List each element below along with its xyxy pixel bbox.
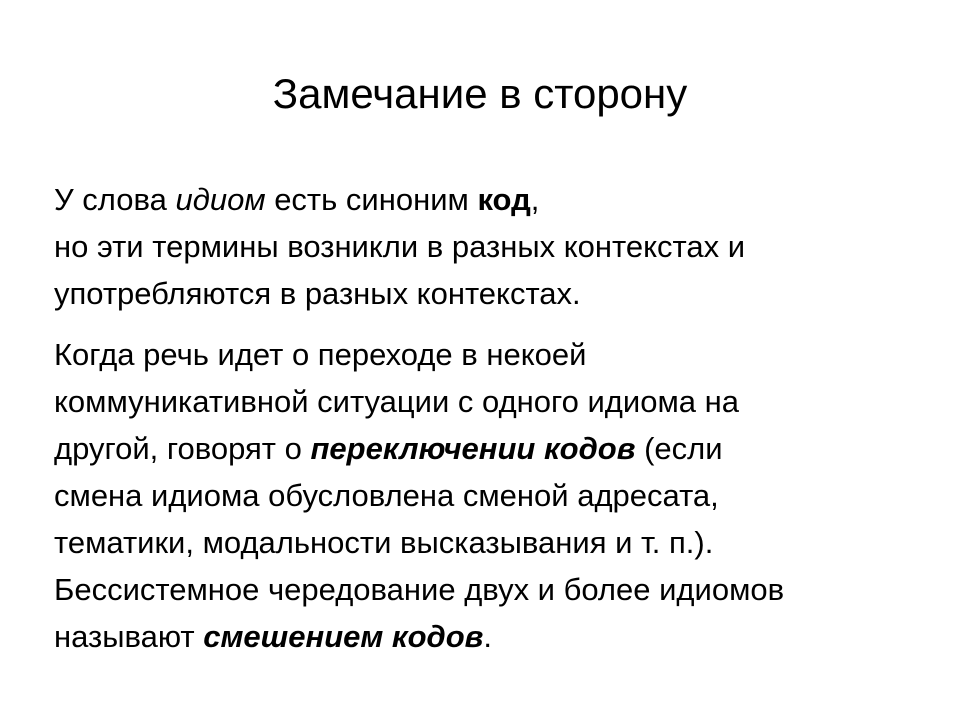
text-run: (если xyxy=(635,431,723,466)
paragraph-synonym xyxy=(54,176,934,317)
text-line: но эти термины возникли в разных контекстах и xyxy=(54,229,746,264)
term-code-switching: переключении кодов xyxy=(310,431,636,466)
text-line: смена идиома обусловлена сменой адресата, xyxy=(54,478,719,513)
text-run: . xyxy=(483,619,493,654)
text-line xyxy=(54,425,934,472)
term-idiom: идиом xyxy=(175,182,266,217)
text-run: называют xyxy=(54,619,204,654)
text-line: Когда речь идет о переходе в некоей xyxy=(54,337,587,372)
slide-title: Замечание в сторону xyxy=(272,70,688,117)
text-run: другой, говорят о xyxy=(54,431,311,466)
text-line: коммуникативной ситуации с одного идиома на xyxy=(54,384,739,419)
text-line: тематики, модальности высказывания и т. п.). xyxy=(54,525,714,560)
text-line xyxy=(54,176,934,223)
term-code: код xyxy=(477,182,531,217)
term-code-mixing: смешением кодов xyxy=(203,619,484,654)
text-run: У слова xyxy=(54,182,176,217)
text-run: , xyxy=(530,182,540,217)
text-line: Бессистемное чередование двух и более идиомов xyxy=(54,572,785,607)
text-run: есть синоним xyxy=(265,182,478,217)
paragraph-code-switching xyxy=(54,331,934,660)
text-line: употребляются в разных контекстах. xyxy=(54,276,581,311)
text-line xyxy=(54,613,934,660)
